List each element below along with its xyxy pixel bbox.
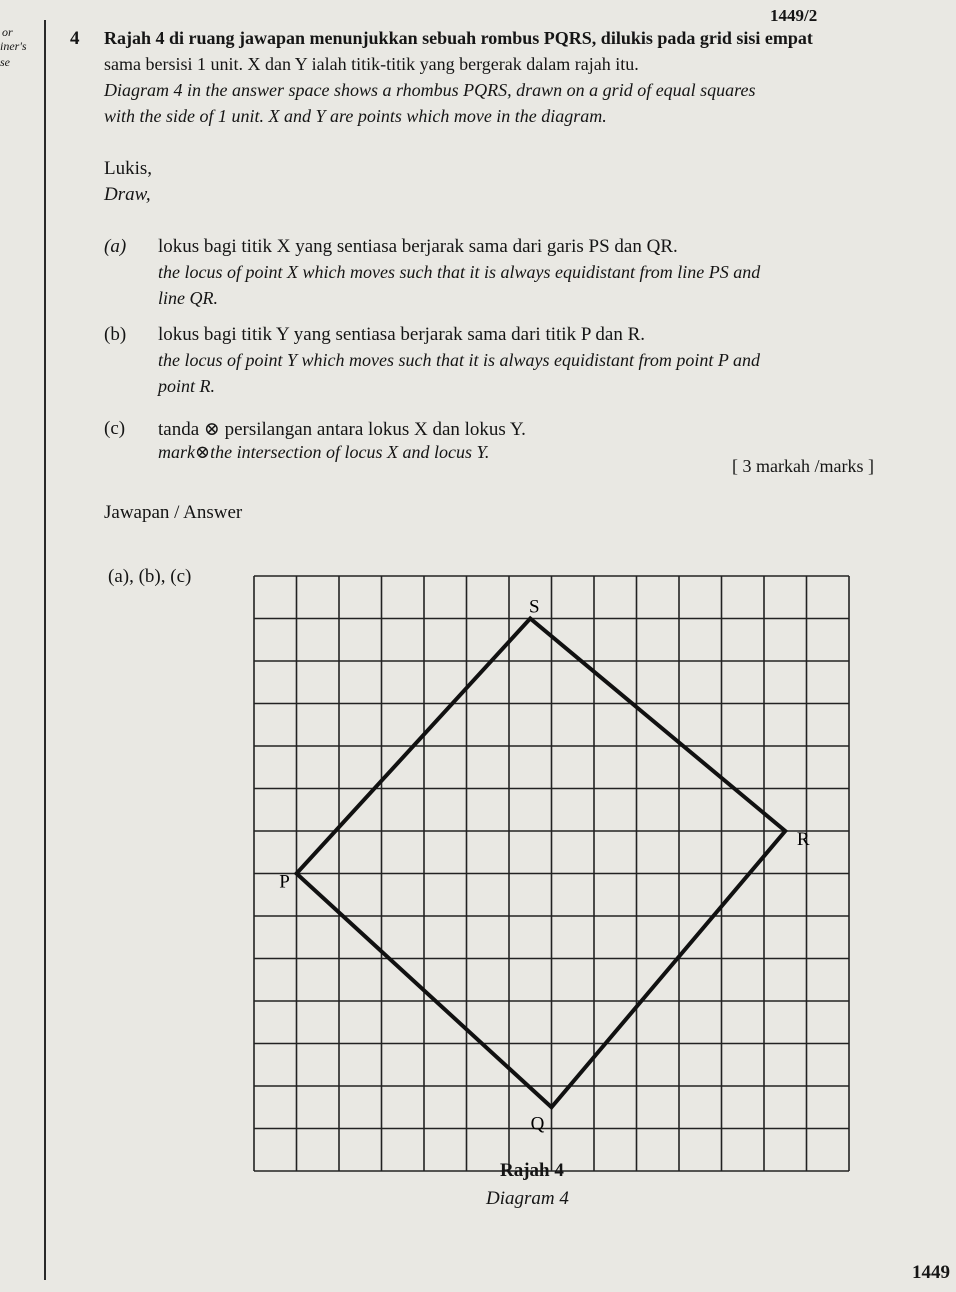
question-ms-line1: Rajah 4 di ruang jawapan menunjukkan sebuah rombus PQRS, dilukis pada grid sisi empat: [104, 28, 813, 48]
part-b-en-line1: the locus of point Y which moves such that it is always equidistant from point P and: [158, 350, 760, 370]
part-c-label: (c): [104, 418, 126, 439]
question-en-line2: with the side of 1 unit. X and Y are points which move in the diagram.: [104, 106, 607, 126]
part-a-label: (a): [104, 236, 127, 257]
rhombus-pqrs: [297, 619, 786, 1108]
vertex-label-p: P: [279, 871, 290, 893]
vertex-label-r: R: [796, 829, 810, 850]
part-c-en: mark⊗the intersection of locus X and locus Y.: [158, 442, 490, 462]
part-b-en-line2: point R.: [158, 376, 215, 396]
vertex-label-q: Q: [530, 1113, 545, 1135]
square-grid: [254, 576, 849, 1171]
instruction-en: Draw,: [104, 184, 151, 205]
vertex-label-s: S: [528, 596, 540, 618]
caption-ms: Rajah 4: [500, 1160, 564, 1181]
paper-code: 1449/2: [770, 6, 818, 25]
part-b-label: (b): [104, 324, 127, 345]
caption-en: Diagram 4: [486, 1188, 569, 1209]
instruction-ms: Lukis,: [104, 158, 153, 179]
answer-parts-label: (a), (b), (c): [108, 566, 192, 587]
footer-code: 1449: [912, 1262, 950, 1283]
part-a-ms: lokus bagi titik X yang sentiasa berjarak sama dari garis PS dan QR.: [158, 236, 678, 257]
part-a-en-line1: the locus of point X which moves such that it is always equidistant from line PS and: [158, 262, 761, 282]
marks-text: [ 3 markah /marks ]: [732, 456, 874, 476]
question-number: 4: [70, 28, 80, 49]
part-b-ms: lokus bagi titik Y yang sentiasa berjarak sama dari titik P dan R.: [158, 324, 646, 345]
side-text-3: se: [0, 55, 10, 69]
question-en-line1: Diagram 4 in the answer space shows a rhombus PQRS, drawn on a grid of equal squares: [104, 80, 756, 100]
side-text-1: or: [2, 25, 13, 39]
part-c-ms: tanda ⊗ persilangan antara lokus X dan lokus Y.: [158, 419, 526, 440]
side-text-2: iner's: [0, 39, 27, 53]
answer-label: Jawapan / Answer: [104, 502, 243, 523]
question-ms-line2: sama bersisi 1 unit. X dan Y ialah titik-titik yang bergerak dalam rajah itu.: [104, 54, 639, 74]
part-a-en-line2: line QR.: [158, 288, 218, 308]
